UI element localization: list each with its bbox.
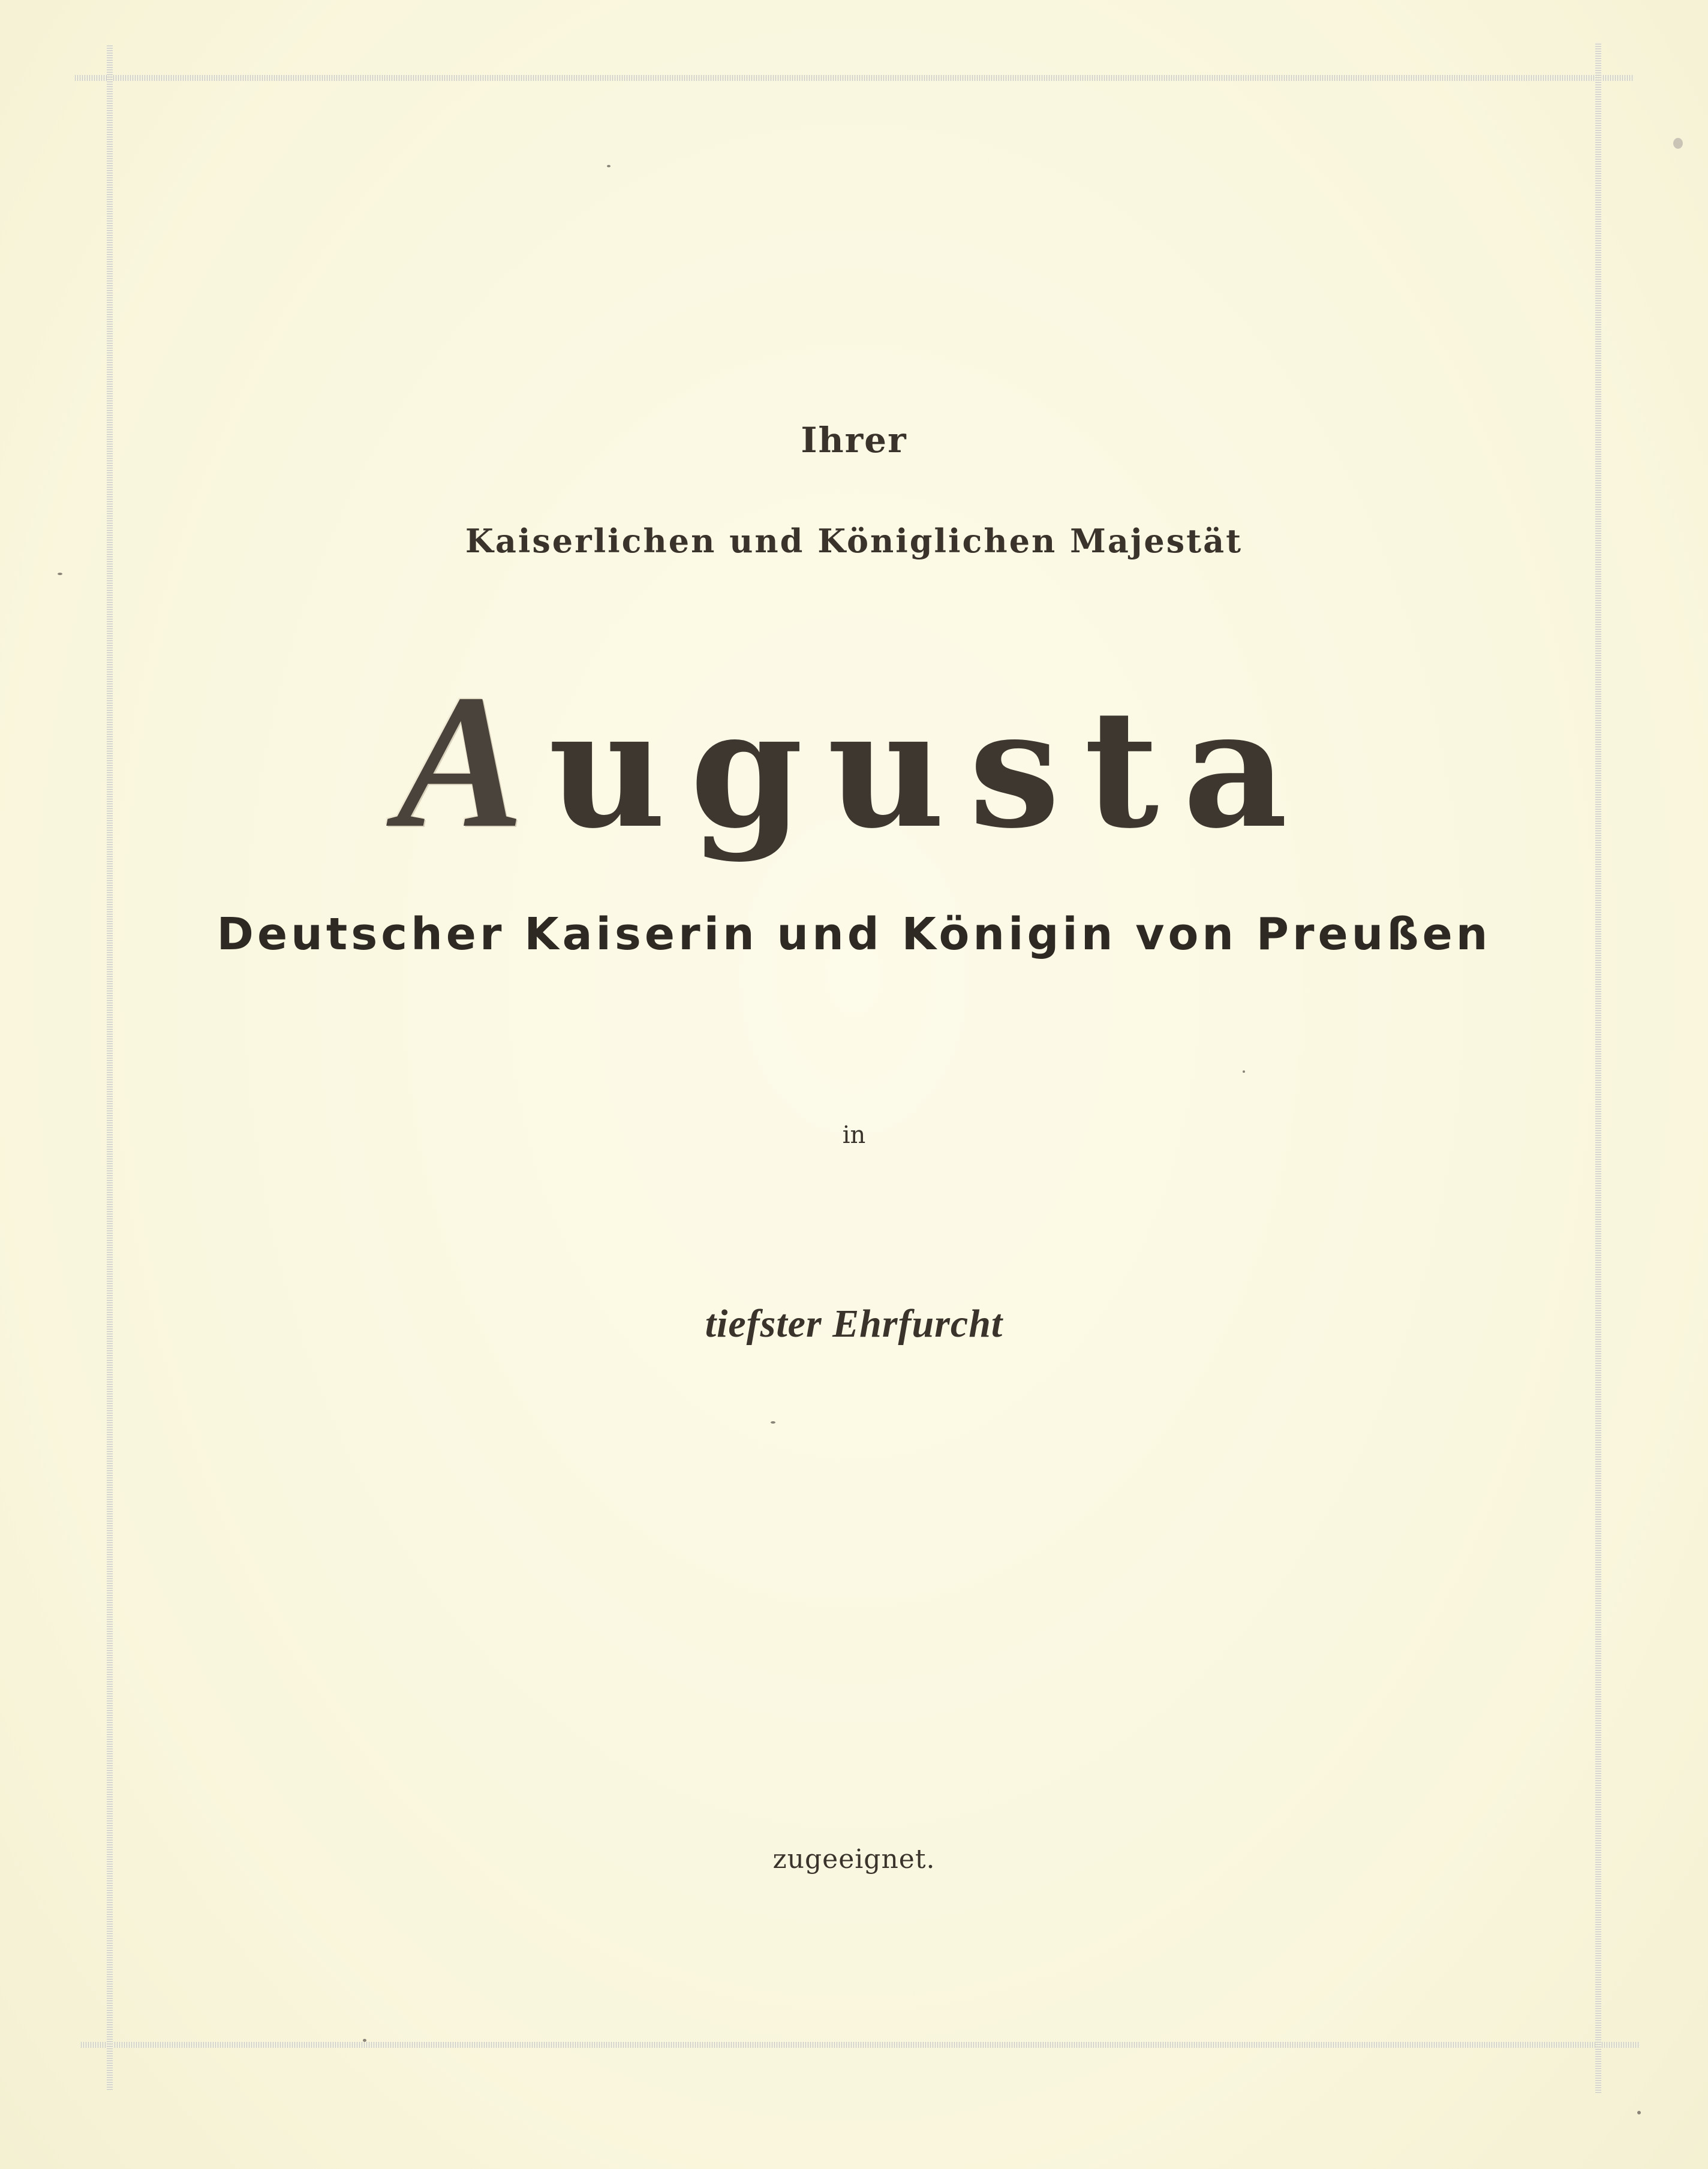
paper-speck xyxy=(1637,2111,1641,2114)
paper-speck xyxy=(58,573,62,575)
paper-speck xyxy=(771,1421,775,1424)
border-bottom-rule xyxy=(81,2042,1640,2048)
border-left-rule xyxy=(107,45,113,2090)
dedication-line-zugeeignet: zugeeignet. xyxy=(772,1844,936,1875)
dedication-line-ihrer: Ihrer xyxy=(801,420,907,461)
paper-speck xyxy=(363,2039,366,2042)
paper-speck xyxy=(1673,138,1683,149)
border-right-rule xyxy=(1595,42,1601,2093)
paper-speck xyxy=(607,165,611,167)
dedication-line-majestaet: Kaiserlichen und Königlichen Majestät xyxy=(465,522,1243,560)
dedication-line-title: Deutscher Kaiserin und Königin von Preußen xyxy=(216,908,1492,960)
dedication-line-ehrfurcht: tiefster Ehrfurcht xyxy=(705,1302,1003,1346)
dedication-name-augusta xyxy=(0,655,1708,868)
paper-speck xyxy=(1243,1070,1245,1073)
border-top-rule xyxy=(75,75,1634,81)
ornamental-initial: A xyxy=(396,655,549,868)
name-remainder: ugusta xyxy=(548,673,1312,864)
dedication-line-in: in xyxy=(842,1121,866,1149)
